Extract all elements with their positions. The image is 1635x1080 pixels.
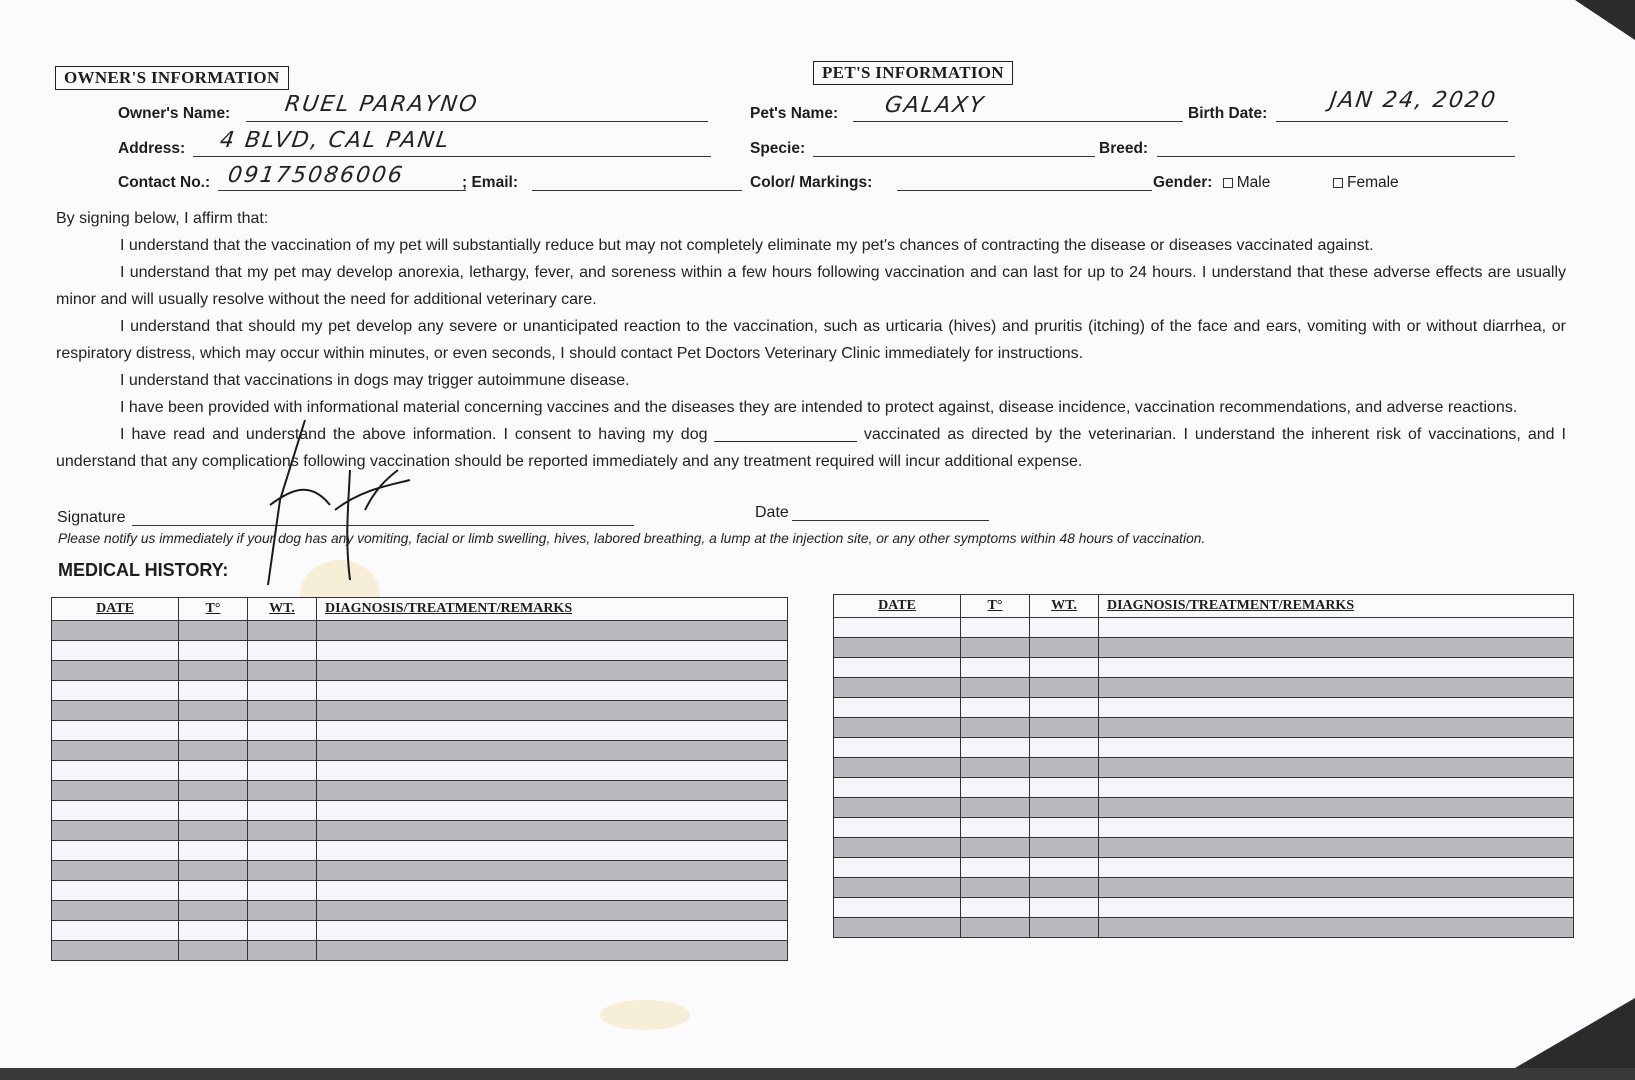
address-value[interactable]: 4 BLVD, CAL PANL — [218, 128, 453, 153]
date-column-header: DATE — [52, 598, 179, 621]
table-row[interactable] — [52, 821, 788, 841]
table-row[interactable] — [52, 701, 788, 721]
contact-label: Contact No.: — [118, 174, 211, 191]
table-row[interactable] — [834, 698, 1574, 718]
owner-name-line — [246, 121, 708, 122]
table-row[interactable] — [834, 758, 1574, 778]
table-row[interactable] — [834, 618, 1574, 638]
table-row[interactable] — [52, 861, 788, 881]
male-option-label: Male — [1236, 174, 1271, 191]
table-row[interactable] — [52, 641, 788, 661]
table-row[interactable] — [834, 818, 1574, 838]
consent-p5: I have been provided with informational material concerning vaccines and the diseases they are intended to protect against, disease incidence, vaccination recommendations, and adverse reactions. — [120, 399, 1518, 416]
female-checkbox[interactable] — [1333, 178, 1343, 188]
table-row[interactable] — [834, 658, 1574, 678]
table-header-row — [52, 598, 788, 621]
table-row[interactable] — [52, 661, 788, 681]
table-row[interactable] — [52, 801, 788, 821]
email-line[interactable] — [532, 190, 742, 191]
pet-name-value[interactable]: GALAXY — [883, 93, 987, 118]
temp-column-header: T° — [179, 598, 248, 621]
diagnosis-column-header: DIAGNOSIS/TREATMENT/REMARKS — [317, 598, 788, 621]
table-row[interactable] — [834, 798, 1574, 818]
handwritten-signature — [250, 410, 420, 590]
consent-intro: By signing below, I affirm that: — [56, 210, 269, 227]
table-row[interactable] — [52, 841, 788, 861]
table-row[interactable] — [834, 778, 1574, 798]
consent-p1: I understand that the vaccination of my pet will substantially reduce but may not completely eliminate my pet's chances of contracting the disease or diseases vaccinated against. — [120, 237, 1374, 254]
specie-label: Specie: — [750, 140, 806, 157]
table-row[interactable] — [834, 838, 1574, 858]
email-label: ; Email: — [462, 174, 518, 191]
color-markings-line[interactable] — [897, 190, 1152, 191]
table-row[interactable] — [834, 718, 1574, 738]
table-row[interactable] — [52, 721, 788, 741]
color-markings-label: Color/ Markings: — [750, 174, 873, 191]
consent-p6-end: vaccinated as directed by the veterinarian. I understand the inherent risk of vaccinations, and I understand that any complications following vaccination should be reported immediately and any treatment required will incur additional expense. — [56, 426, 1566, 470]
table-row[interactable] — [834, 878, 1574, 898]
stain — [600, 1000, 690, 1030]
dog-name-blank[interactable]: ________________ — [714, 426, 857, 443]
medical-table-left-body — [52, 621, 788, 961]
address-label: Address: — [118, 140, 186, 157]
consent-p6-start: I have read and understand the above information. I consent to having my dog — [120, 426, 715, 443]
table-row[interactable] — [52, 761, 788, 781]
pet-name-line — [853, 121, 1183, 122]
table-row[interactable] — [834, 918, 1574, 938]
weight-column-header: WT. — [248, 598, 317, 621]
gender-label: Gender: — [1153, 174, 1213, 191]
table-row[interactable] — [834, 738, 1574, 758]
table-row[interactable] — [52, 621, 788, 641]
table-row[interactable] — [52, 921, 788, 941]
table-row[interactable] — [52, 681, 788, 701]
scan-edge — [1575, 0, 1635, 40]
scan-edge — [1515, 998, 1635, 1068]
medical-history-title: MEDICAL HISTORY: — [58, 560, 229, 580]
table-row[interactable] — [834, 678, 1574, 698]
table-row[interactable] — [52, 901, 788, 921]
birth-date-value[interactable]: JAN 24, 2020 — [1328, 88, 1499, 113]
medical-table-right — [833, 594, 1574, 938]
breed-line[interactable] — [1157, 156, 1515, 157]
breed-label: Breed: — [1099, 140, 1149, 157]
owner-name-label: Owner's Name: — [118, 105, 231, 122]
medical-table-left — [51, 597, 788, 961]
table-row[interactable] — [834, 898, 1574, 918]
medical-table-right-body — [834, 618, 1574, 938]
weight-column-header: WT. — [1030, 595, 1099, 618]
diagnosis-column-header: DIAGNOSIS/TREATMENT/REMARKS — [1099, 595, 1574, 618]
owner-section-title: OWNER'S INFORMATION — [55, 66, 289, 90]
contact-line — [218, 190, 466, 191]
date-label: Date — [755, 504, 789, 521]
male-checkbox[interactable] — [1223, 178, 1233, 188]
specie-line[interactable] — [813, 156, 1095, 157]
consent-p4: I understand that vaccinations in dogs may trigger autoimmune disease. — [120, 372, 630, 389]
consent-p2: I understand that my pet may develop anorexia, lethargy, fever, and soreness within a few hours following vaccination and can last for up to 24 hours. I understand that these adverse effects are usually minor and will usually resolve without the need for additional veterinary care. — [56, 264, 1566, 308]
temp-column-header: T° — [961, 595, 1030, 618]
table-row[interactable] — [52, 881, 788, 901]
notice-text: Please notify us immediately if your dog has any vomiting, facial or limb swelling, hives, labored breathing, a lump at the injection site, or any other symptoms within 48 hours of vaccination. — [58, 531, 1206, 546]
date-column-header: DATE — [834, 595, 961, 618]
consent-p3: I understand that should my pet develop any severe or unanticipated reaction to the vaccination, such as urticaria (hives) and pruritis (itching) of the face and ears, vomiting with or without diarrhea, or respiratory distress, which may occur within minutes, or even seconds, I should contact Pet Doctors Veterinary Clinic immediately for instructions. — [56, 318, 1566, 362]
owner-name-value[interactable]: RUEL PARAYNO — [283, 92, 481, 117]
pet-name-label: Pet's Name: — [750, 105, 839, 122]
signature-label: Signature — [57, 509, 126, 526]
birth-date-line — [1276, 121, 1508, 122]
female-option-label: Female — [1346, 174, 1399, 191]
gender-field — [1153, 174, 1399, 192]
birth-date-label: Birth Date: — [1188, 105, 1268, 122]
contact-value[interactable]: 09175086006 — [226, 163, 406, 188]
table-row[interactable] — [834, 638, 1574, 658]
table-row[interactable] — [52, 941, 788, 961]
table-row[interactable] — [834, 858, 1574, 878]
table-row[interactable] — [52, 741, 788, 761]
address-line — [193, 156, 711, 157]
table-row[interactable] — [52, 781, 788, 801]
table-header-row — [834, 595, 1574, 618]
date-line[interactable] — [792, 520, 989, 521]
pet-section-title: PET'S INFORMATION — [813, 61, 1013, 85]
